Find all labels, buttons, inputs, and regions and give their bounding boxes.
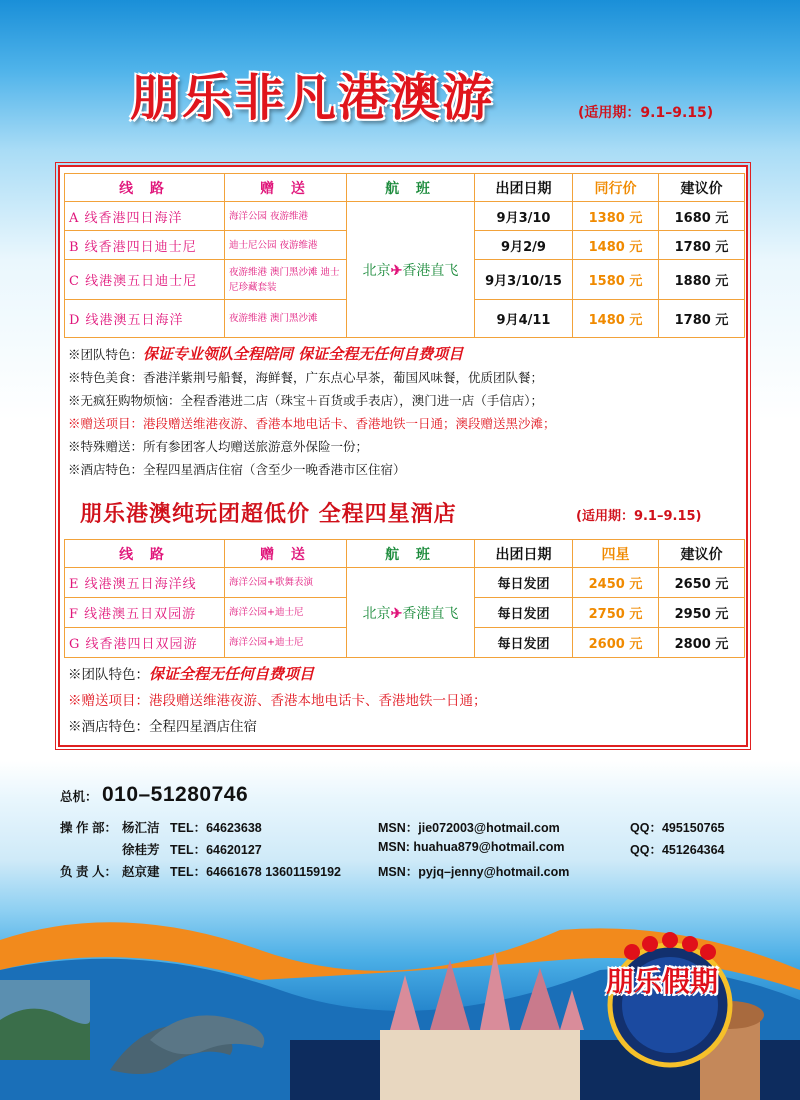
date-cell: 每日发团 [475,598,573,628]
suggested-price-cell: 1880 元 [659,260,745,300]
contact-qq: QQ：451264364 [630,843,725,857]
note-label: ※团队特色： [68,347,144,362]
note-label: ※赠送项目： [68,416,144,431]
peer-price-cell: 1480 元 [573,231,659,260]
section-2-validity: (适用期：9.1–9.15) [576,509,702,524]
main-phone-label: 总机： [60,790,98,804]
note-food [68,366,738,389]
header-route: 线 路 [65,540,225,568]
note-text: 港段赠送维港夜游、香港本地电话卡、香港地铁一日通；澳段赠送黑沙滩； [143,416,556,431]
peer-price-cell: 1580 元 [573,260,659,300]
note-label: ※特色美食： [68,370,144,385]
table-header-row [65,174,745,202]
contact-name: 赵京建 [122,865,160,879]
header-date: 出团日期 [475,174,573,202]
note-text: 香港洋紫荆号船餐，海鲜餐，广东点心早茶，葡国风味餐，优质团队餐； [143,370,544,385]
date-cell: 9月3/10/15 [475,260,573,300]
gift-cell: 迪士尼公园 夜游维港 [225,231,347,260]
note-text: 保证全程无任何自费项目 [149,665,315,683]
gift-cell: 海洋公园 夜游维港 [225,202,347,231]
dept-label: 操 作 部： [60,821,117,835]
route-cell: A 线香港四日海洋 [65,202,225,231]
note-label: ※酒店特色： [68,719,149,735]
tour-table-1 [64,173,745,338]
suggested-price-cell: 1780 元 [659,231,745,260]
header-suggested-price: 建议价 [659,540,745,568]
table-header-row [65,540,745,568]
note-hotel [68,714,738,740]
four-star-price-cell: 2750 元 [573,598,659,628]
note-label: ※特殊赠送： [68,439,144,454]
route-cell: D 线港澳五日海洋 [65,300,225,338]
contact-msn: MSN：pyjq–jenny@hotmail.com [378,865,570,879]
four-star-price-cell: 2600 元 [573,628,659,658]
contact-tel: TEL：64620127 [170,843,262,857]
note-label: ※无疯狂购物烦恼： [68,393,181,408]
header-peer-price: 同行价 [573,174,659,202]
note-team [68,661,738,688]
flight-cell: 北京✈香港直飞 [347,202,475,338]
manager-label: 负 责 人： [60,865,117,879]
note-team [68,343,738,366]
note-text: 港段赠送维港夜游、香港本地电话卡、香港地铁一日通； [149,693,487,709]
brand-logo-emblem [590,930,750,1070]
tour-table-2 [64,539,745,658]
note-text: 全程四星酒店住宿 [149,719,257,735]
suggested-price-cell: 1680 元 [659,202,745,231]
header-flight: 航 班 [347,540,475,568]
contact-qq: QQ：495150765 [630,821,725,835]
table-row [65,568,745,598]
route-cell: C 线港澳五日迪士尼 [65,260,225,300]
header-gift: 赠 送 [225,540,347,568]
contact-name: 杨汇洁 [122,821,160,835]
main-title: 朋乐非凡港澳游 [130,69,494,127]
header-gift: 赠 送 [225,174,347,202]
section-2-title: 朋乐港澳纯玩团超低价 全程四星酒店 [80,501,457,527]
peer-price-cell: 1380 元 [573,202,659,231]
note-label: ※赠送项目： [68,693,149,709]
notes-block-2 [68,661,738,740]
peer-price-cell: 1480 元 [573,300,659,338]
route-cell: F 线港澳五日双园游 [65,598,225,628]
suggested-price-cell: 1780 元 [659,300,745,338]
route-cell: B 线香港四日迪士尼 [65,231,225,260]
gift-cell: 夜游维港 澳门黑沙滩 [225,300,347,338]
gift-cell: 夜游维港 澳门黑沙滩 迪士尼珍藏套装 [225,260,347,300]
gift-cell: 海洋公园+歌舞表演 [225,568,347,598]
notes-block-1 [68,343,738,481]
note-special [68,435,738,458]
plane-icon: ✈ [390,262,403,279]
gift-cell: 海洋公园+迪士尼 [225,628,347,658]
suggested-price-cell: 2800 元 [659,628,745,658]
brand-logo-text: 朋乐假期 [606,965,719,998]
castle-icon [380,950,584,1100]
note-shopping [68,389,738,412]
suggested-price-cell: 2950 元 [659,598,745,628]
note-text: 全程四星酒店住宿（含至少一晚香港市区住宿） [143,462,406,477]
date-cell: 9月2/9 [475,231,573,260]
header-suggested-price: 建议价 [659,174,745,202]
suggested-price-cell: 2650 元 [659,568,745,598]
gift-cell: 海洋公园+迪士尼 [225,598,347,628]
note-text: 所有参团客人均赠送旅游意外保险一份； [143,439,369,454]
contact-name: 徐桂芳 [122,843,160,857]
date-cell: 9月3/10 [475,202,573,231]
header-flight: 航 班 [347,174,475,202]
four-star-price-cell: 2450 元 [573,568,659,598]
header-four-star: 四星 [573,540,659,568]
header-route: 线 路 [65,174,225,202]
main-phone [60,783,248,807]
table-row [65,202,745,231]
flight-cell: 北京✈香港直飞 [347,568,475,658]
note-label: ※酒店特色： [68,462,144,477]
note-gifts [68,688,738,714]
contact-tel: TEL：64623638 [170,821,262,835]
section-2-title-bar [60,489,746,537]
contact-tel: TEL：64661678 13601159192 [170,865,341,879]
contact-msn: MSN：jie072003@hotmail.com [378,821,560,835]
date-cell: 9月4/11 [475,300,573,338]
route-cell: E 线港澳五日海洋线 [65,568,225,598]
contact-list [60,818,760,878]
date-cell: 每日发团 [475,568,573,598]
contact-msn: MSN: huahua879@hotmail.com [378,840,565,854]
note-gifts [68,412,738,435]
date-cell: 每日发团 [475,628,573,658]
plane-icon: ✈ [390,605,403,622]
main-phone-number: 010–51280746 [101,783,249,806]
note-text: 全程香港进二店（珠宝＋百货或手表店），澳门进一店（手信店）； [180,393,544,408]
note-label: ※团队特色： [68,667,149,683]
tour-info-frame [58,165,748,747]
validity-period: (适用期：9.1–9.15) [578,105,714,121]
header-date: 出团日期 [475,540,573,568]
route-cell: G 线香港四日双园游 [65,628,225,658]
note-hotel [68,458,738,481]
note-text: 保证专业领队全程陪同 保证全程无任何自费项目 [143,345,464,363]
